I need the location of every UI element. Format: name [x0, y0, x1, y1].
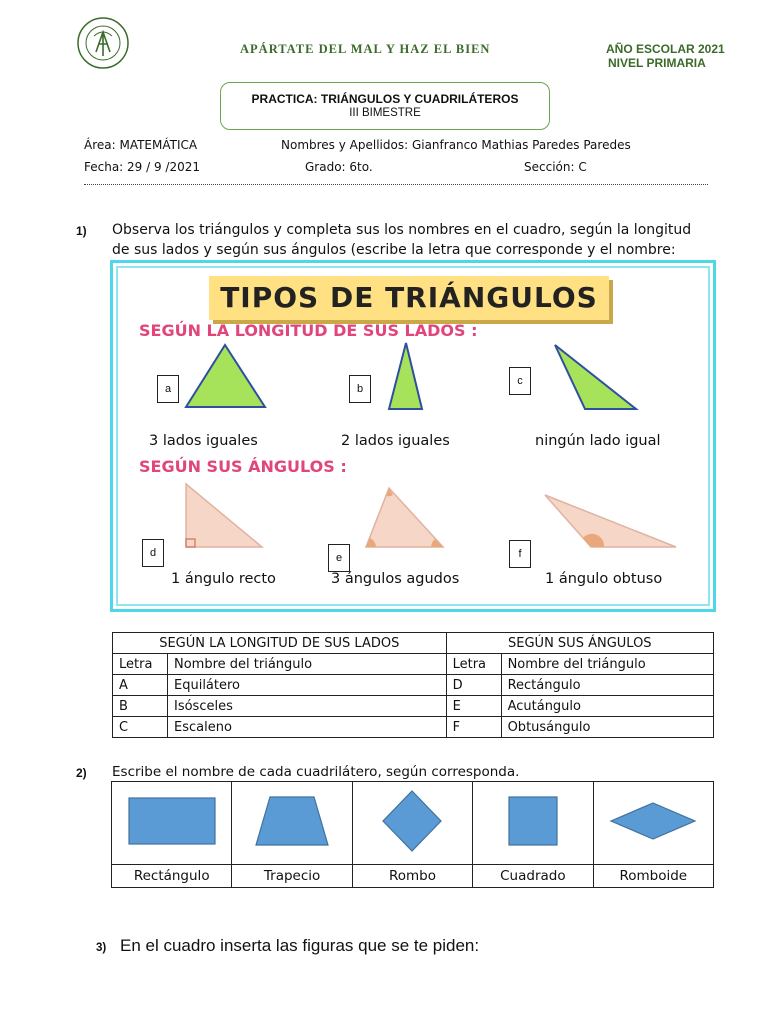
subheader-name: Nombre del triángulo [501, 654, 713, 675]
quad-name-rectangle[interactable]: Rectángulo [112, 865, 232, 888]
quad-name-rhombus[interactable]: Rombo [352, 865, 472, 888]
subheader-letter: Letra [446, 654, 501, 675]
rhomboid-shape [603, 791, 703, 851]
table-cell[interactable]: Escaleno [168, 717, 447, 738]
equilateral-triangle [186, 345, 265, 407]
square-shape [483, 791, 583, 851]
quad-name-rhomboid[interactable]: Romboide [593, 865, 713, 888]
shape-cell [593, 782, 713, 865]
caption-scalene: ningún lado igual [535, 433, 661, 449]
practice-title: PRACTICA: TRIÁNGULOS Y CUADRILÁTEROS [251, 92, 519, 106]
table-row [113, 696, 714, 717]
caption-obtuse: 1 ángulo obtuso [545, 571, 663, 587]
table-cell[interactable]: C [113, 717, 168, 738]
question-2-number: 2) [76, 766, 87, 780]
table-header-angles: SEGÚN SUS ÁNGULOS [446, 633, 713, 654]
question-1-text [112, 220, 691, 260]
quad-name-trapezoid[interactable]: Trapecio [232, 865, 352, 888]
label-b: b [349, 375, 371, 403]
subheader-letter: Letra [113, 654, 168, 675]
obtuse-triangle [545, 495, 676, 547]
school-level: NIVEL PRIMARIA [608, 56, 706, 70]
label-c: c [509, 367, 531, 395]
question-1-line-2: de sus lados y según sus ángulos (escribe la letra que corresponde y el nombre: [112, 242, 676, 258]
question-3-text: En el cuadro inserta las figuras que se te piden: [120, 936, 480, 955]
question-1-line-1: Observa los triángulos y completa sus los nombres en el cuadro, según la longitud [112, 222, 692, 238]
right-triangle [186, 484, 262, 547]
table-cell[interactable]: Equilátero [168, 675, 447, 696]
label-f: f [509, 540, 531, 568]
figure-banner: TIPOS DE TRIÁNGULOS [209, 276, 609, 320]
table-cell[interactable]: Rectángulo [501, 675, 713, 696]
shape-cell [232, 782, 352, 865]
question-3-number: 3) [96, 942, 107, 954]
practice-term: III BIMESTRE [349, 107, 421, 119]
section-by-angles: SEGÚN SUS ÁNGULOS : [139, 457, 347, 476]
rectangle-shape [122, 791, 222, 851]
triangle-types-figure [110, 260, 716, 612]
school-logo [76, 16, 130, 70]
table-cell[interactable]: D [446, 675, 501, 696]
table-cell[interactable]: Acutángulo [501, 696, 713, 717]
table-row [113, 717, 714, 738]
info-section: Sección: C [524, 160, 587, 174]
table-header-sides: SEGÚN LA LONGITUD DE SUS LADOS [113, 633, 447, 654]
shape-cell [352, 782, 472, 865]
subheader-name: Nombre del triángulo [168, 654, 447, 675]
acute-triangle [366, 488, 443, 547]
shape-cell [473, 782, 593, 865]
info-student-name: Nombres y Apellidos: Gianfranco Mathias Paredes Paredes [281, 138, 631, 152]
info-date: Fecha: 29 / 9 /2021 [84, 160, 201, 174]
info-grade: Grado: 6to. [305, 160, 373, 174]
caption-equilateral: 3 lados iguales [149, 433, 258, 449]
school-motto: APÁRTATE DEL MAL Y HAZ EL BIEN [240, 42, 491, 56]
school-year: AÑO ESCOLAR 2021 [606, 42, 725, 56]
school-year-block [606, 42, 725, 70]
table-cell[interactable]: E [446, 696, 501, 717]
table-cell[interactable]: Obtusángulo [501, 717, 713, 738]
question-1-number: 1) [76, 224, 87, 238]
triangle-answers-table [112, 632, 714, 738]
trapezoid-shape [242, 791, 342, 851]
table-cell[interactable]: Isósceles [168, 696, 447, 717]
info-area: Área: MATEMÁTICA [84, 138, 198, 152]
dotted-divider [84, 184, 708, 185]
table-cell[interactable]: F [446, 717, 501, 738]
rhombus-shape [362, 789, 462, 853]
table-cell[interactable]: B [113, 696, 168, 717]
question-2-text: Escribe el nombre de cada cuadrilátero, según corresponda. [112, 764, 520, 780]
scalene-triangle [555, 345, 636, 409]
table-row [113, 675, 714, 696]
caption-right: 1 ángulo recto [171, 571, 276, 587]
caption-isosceles: 2 lados iguales [341, 433, 450, 449]
practice-title-box [220, 82, 550, 130]
quad-name-square[interactable]: Cuadrado [473, 865, 593, 888]
isosceles-triangle [389, 343, 422, 409]
caption-acute: 3 ángulos agudos [331, 571, 460, 587]
label-e: e [328, 544, 350, 572]
quadrilaterals-table [111, 781, 714, 888]
shape-cell [112, 782, 232, 865]
label-d: d [142, 539, 164, 567]
table-cell[interactable]: A [113, 675, 168, 696]
label-a: a [157, 375, 179, 403]
section-by-sides: SEGÚN LA LONGITUD DE SUS LADOS : [139, 321, 478, 340]
